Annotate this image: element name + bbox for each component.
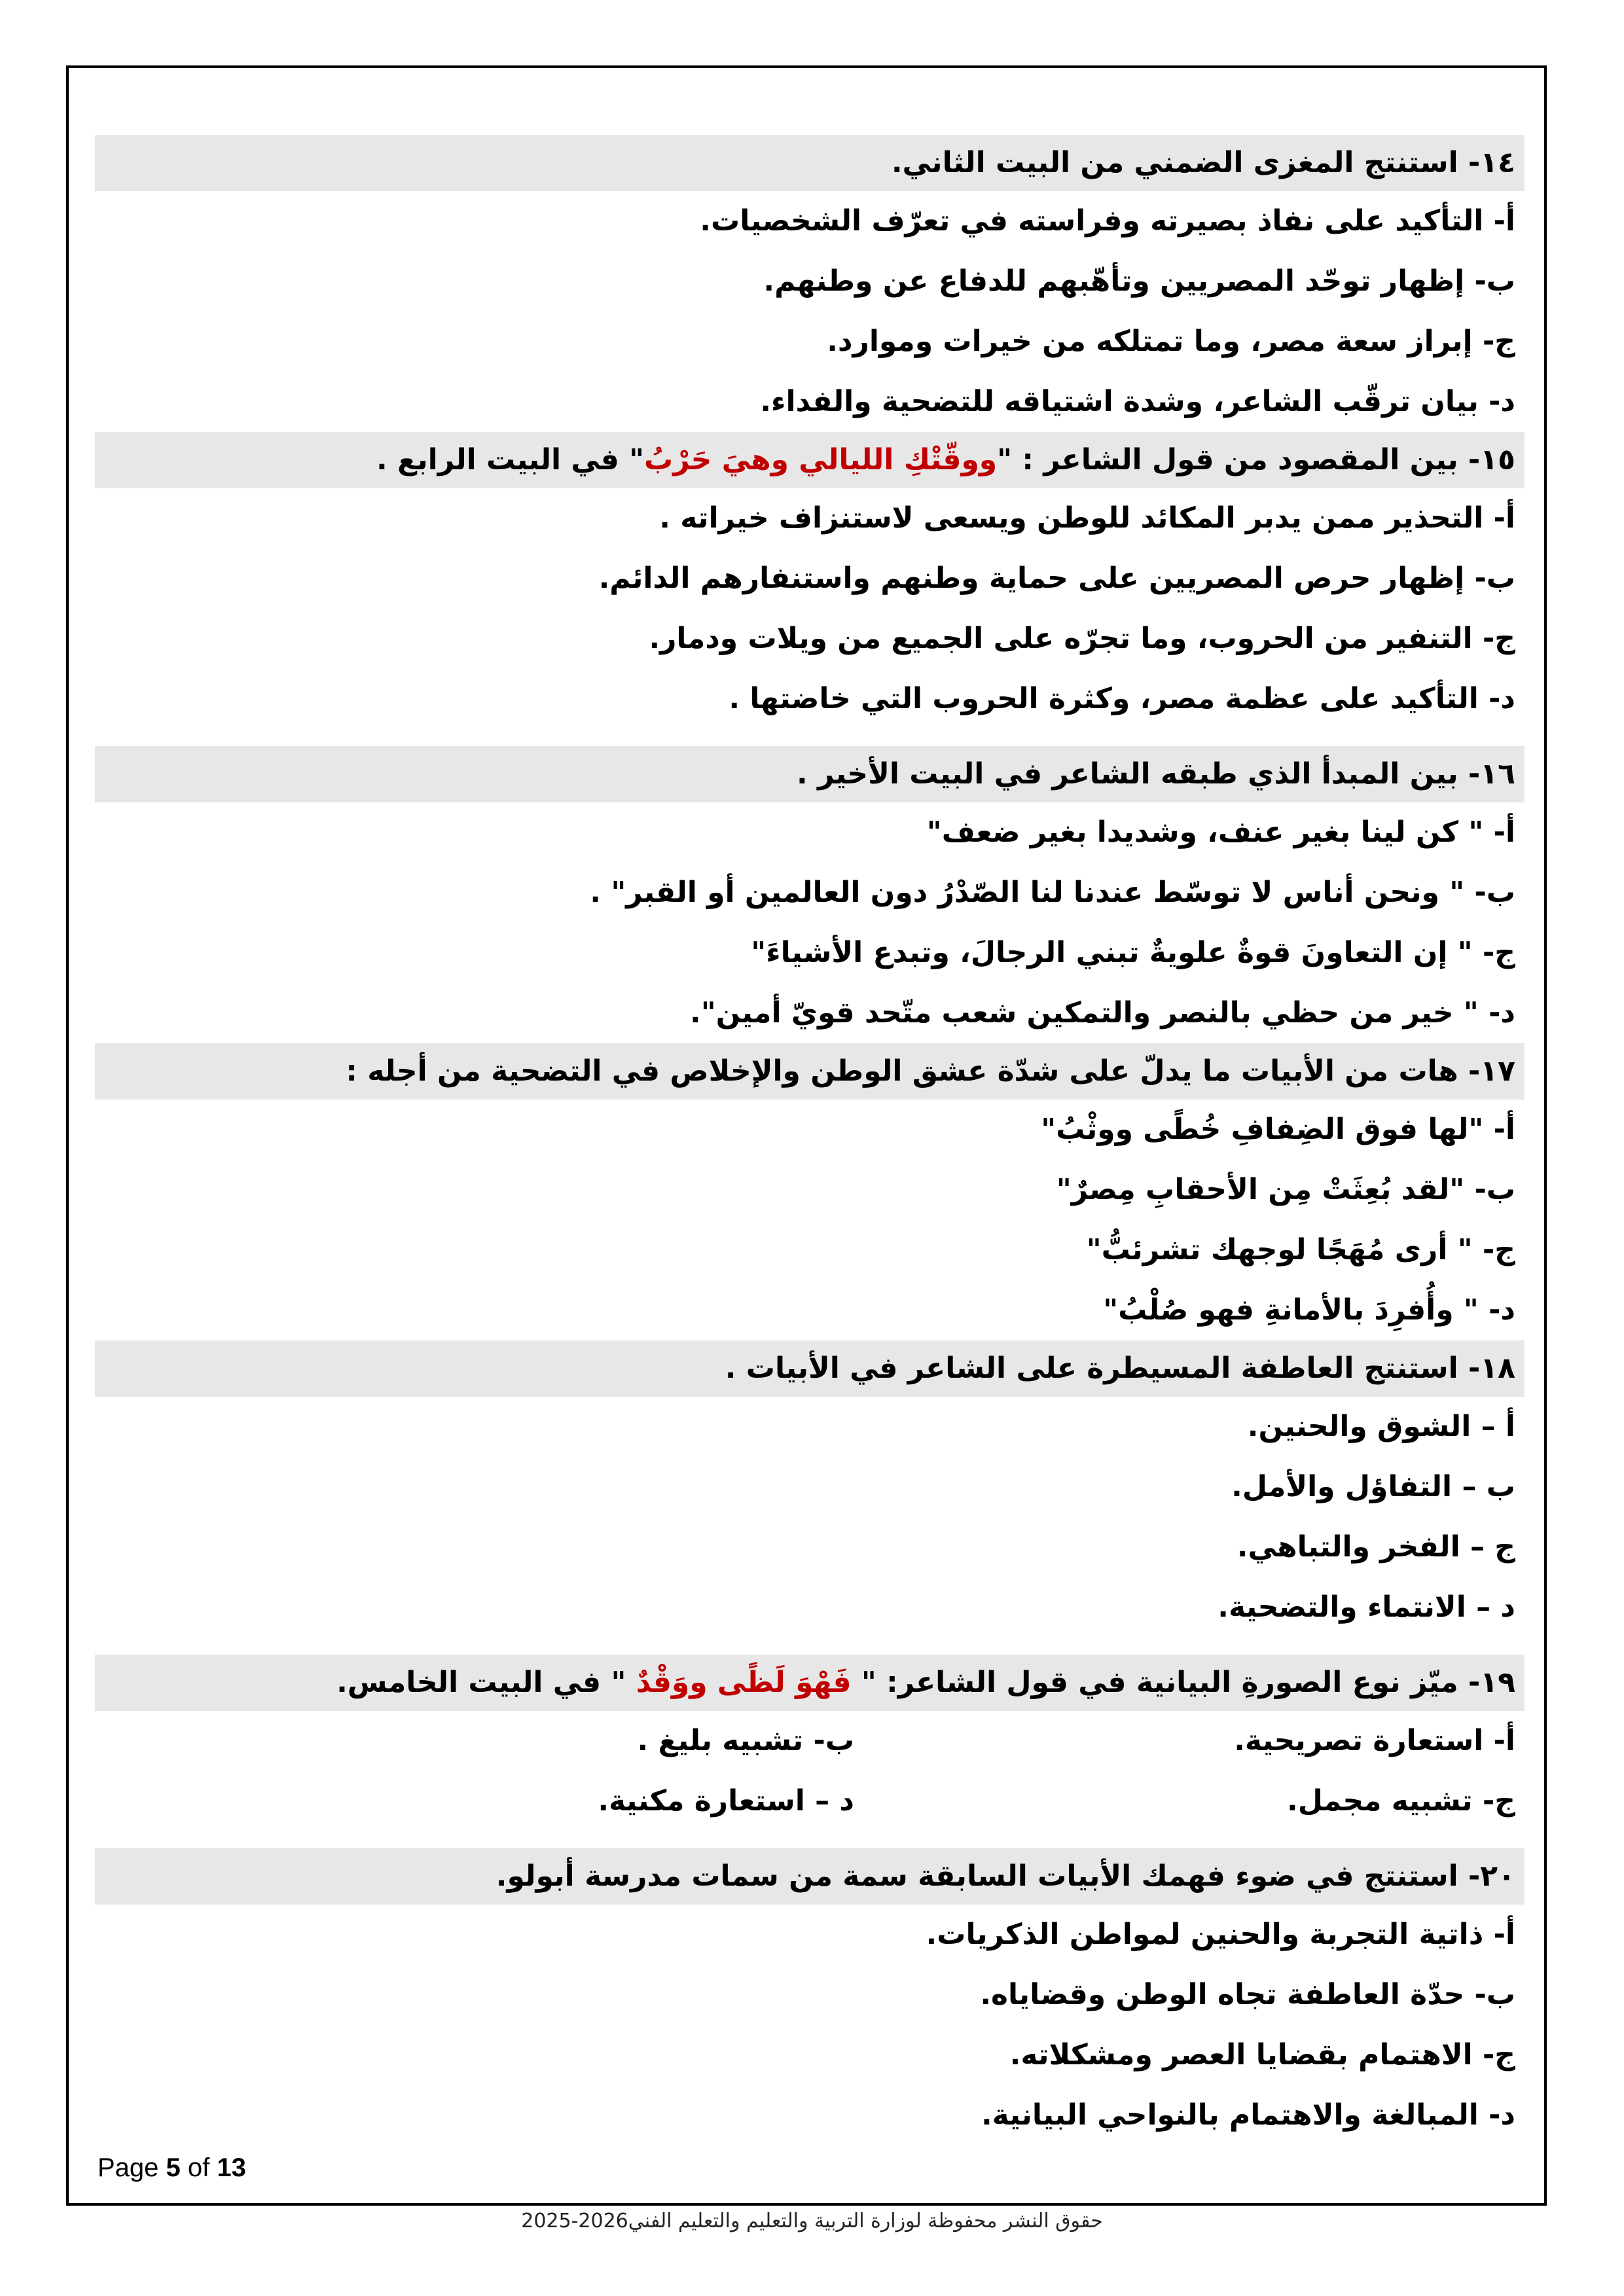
page-total: 13: [217, 2153, 246, 2182]
question-19-option-b: ب- تشبيه بليغ .: [637, 1724, 854, 1757]
question-18-option-c: ج – الفخر والتباهي.: [1236, 1530, 1515, 1564]
question-19-quote: فَهْوَ لَظًى ووَقْدٌ: [636, 1666, 852, 1699]
question-17-option-b: ب- "لقد بُعِثَتْ مِن الأحقابِ مِصرٌ": [1056, 1173, 1515, 1206]
question-16-option-d: د- " خير من حظي بالنصر والتمكين شعب متّحد قويّ أمين".: [690, 996, 1515, 1030]
question-19-text-before: ١٩- ميّز نوع الصورةِ البيانية في قول الشاعر: ": [851, 1666, 1515, 1699]
question-18: ١٨- استنتج العاطفة المسيطرة على الشاعر في الأبيات .: [95, 1340, 1525, 1397]
question-17-option-a: أ- "لها فوق الضِفافِ خُطًى ووثْبُ": [1041, 1113, 1515, 1146]
page-content: [95, 135, 1525, 2145]
question-19-option-c: ج- تشبيه مجمل.: [1287, 1784, 1515, 1818]
question-19-option-d: د – استعارة مكنية.: [598, 1784, 854, 1818]
question-19-options-row-1: [95, 1711, 1525, 1771]
question-16: ١٦- بين المبدأ الذي طبقه الشاعر في البيت الأخير .: [95, 746, 1525, 802]
copyright-notice: حقوق النشر محفوظة لوزارة التربية والتعليم والتعليم الفني2026-2025: [521, 2210, 1103, 2233]
question-16-option-b: ب- " ونحن أناس لا توسّط عندنا لنا الصّدْرُ دون العالمين أو القبر" .: [590, 876, 1515, 909]
question-15-option-b: ب- إظهار حرص المصريين على حماية وطنهم واستنفارهم الدائم.: [598, 562, 1515, 595]
question-19-options-row-2: [95, 1771, 1525, 1831]
page-current: 5: [166, 2153, 181, 2182]
question-15-option-d: د- التأكيد على عظمة مصر، وكثرة الحروب التي خاضتها .: [729, 682, 1515, 715]
question-15-quote: ووقّتْكِ الليالي وهيَ حَرْبُ: [644, 443, 998, 476]
question-17: ١٧- هات من الأبيات ما يدلّ على شدّة عشق الوطن والإخلاص في التضحية من أجله :: [95, 1043, 1525, 1100]
question-14-option-c: ج- إبراز سعة مصر، وما تمتلكه من خيرات وموارد.: [827, 325, 1515, 358]
question-14-option-a: أ- التأكيد على نفاذ بصيرته وفراسته في تعرّف الشخصيات.: [700, 204, 1515, 238]
question-19-option-a: أ- استعارة تصريحية.: [1234, 1724, 1515, 1757]
question-17-option-c: ج- " أرى مُهَجًا لوجهك تشرئبُّ": [1086, 1233, 1515, 1266]
question-20-option-c: ج- الاهتمام بقضايا العصر ومشكلاته.: [1009, 2038, 1515, 2072]
question-18-option-b: ب – التفاؤل والأمل.: [1231, 1470, 1515, 1503]
question-15-text-after: " في البيت الرابع .: [376, 443, 644, 476]
question-19-text-after: " في البيت الخامس.: [336, 1666, 636, 1699]
question-15-option-c: ج- التنفير من الحروب، وما تجرّه على الجميع من ويلات ودمار.: [649, 622, 1515, 655]
question-20-option-d: د- المبالغة والاهتمام بالنواحي البيانية.: [981, 2098, 1515, 2132]
question-17-option-d: د- " وأُفرِدَ بالأمانةِ فهو صُلْبُ": [1103, 1293, 1515, 1327]
page-number: [98, 2153, 246, 2183]
question-16-option-c: ج- " إن التعاونَ قوةٌ علويةٌ تبني الرجالَ، وتبدع الأشياءَ": [751, 936, 1515, 969]
question-14-option-b: ب- إظهار توحّد المصريين وتأهّبهم للدفاع عن وطنهم.: [763, 264, 1515, 298]
question-18-option-a: أ – الشوق والحنين.: [1247, 1410, 1515, 1443]
question-14: ١٤- استنتج المغزى الضمني من البيت الثاني.: [95, 135, 1525, 191]
question-14-option-d: د- بيان ترقّب الشاعر، وشدة اشتياقه للتضحية والفداء.: [760, 385, 1515, 418]
page-of: of: [187, 2153, 210, 2182]
question-15-text-before: ١٥- بين المقصود من قول الشاعر : ": [997, 443, 1515, 476]
question-20: ٢٠- استنتج في ضوء فهمك الأبيات السابقة سمة من سمات مدرسة أبولو.: [95, 1848, 1525, 1905]
question-15-option-a: أ- التحذير ممن يدبر المكائد للوطن ويسعى لاستنزاف خيراته .: [659, 501, 1515, 535]
page-word: Page: [98, 2153, 159, 2182]
question-16-option-a: أ- " كن لينا بغير عنف، وشديدا بغير ضعف": [926, 816, 1515, 849]
question-20-option-b: ب- حدّة العاطفة تجاه الوطن وقضاياه.: [980, 1978, 1515, 2011]
question-19: [95, 1655, 1525, 1711]
question-18-option-d: د – الانتماء والتضحية.: [1218, 1590, 1515, 1624]
question-20-option-a: أ- ذاتية التجربة والحنين لمواطن الذكريات.: [926, 1918, 1515, 1951]
question-15: [95, 432, 1525, 488]
